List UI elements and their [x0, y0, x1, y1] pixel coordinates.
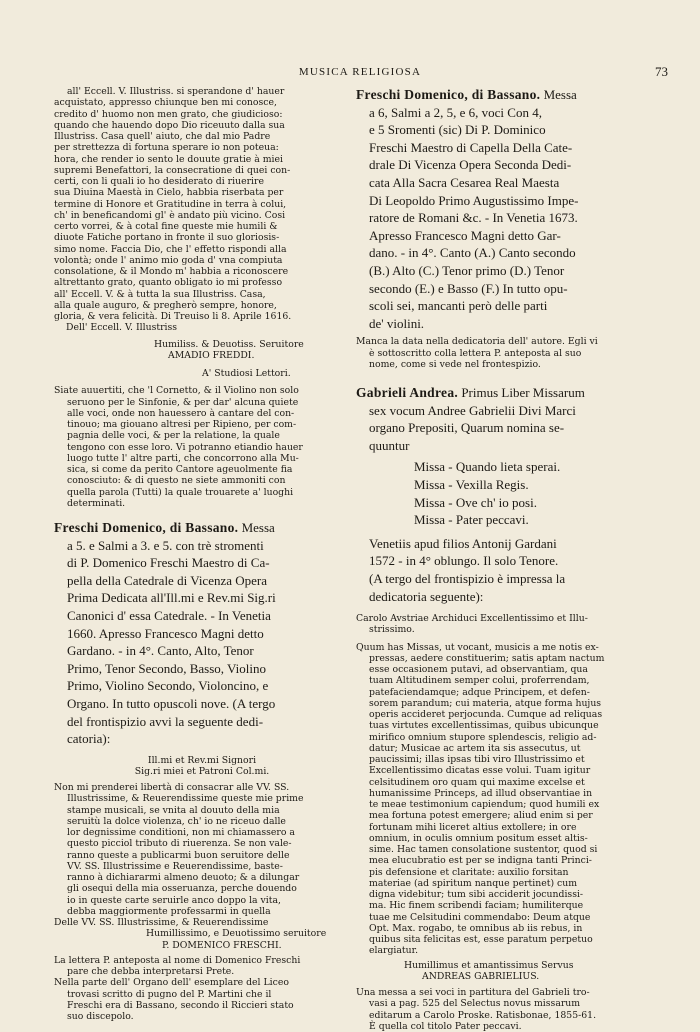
- text-line: tengono con esse loro. Vi potranno etiandio hauer: [67, 441, 303, 453]
- text-line: pis defensione et claritate: auxilio forsitan: [369, 866, 569, 878]
- text-line: quando che hauendo dopo Dio riceuuto dalla sua: [54, 119, 285, 131]
- text-line: quibus sita felicitas est, esse paratum perpetuo: [369, 934, 593, 946]
- text-line: alla quale auguro, & pregherò sempre, honore,: [54, 299, 277, 311]
- text-line: Canonici d' essa Catedrale. - In Venetia: [67, 607, 271, 623]
- mass-list: [356, 458, 646, 528]
- text-line: diuote Fatiche portano in fronte il suo gloriosis-: [54, 232, 280, 244]
- running-title: MUSICA RELIGIOSA: [298, 66, 422, 78]
- text-line: volontà; onde l' animo mio goda d' vna compiuta: [54, 254, 283, 266]
- text-line: a 6, Salmi a 2, 5, e 6, voci Con 4,: [369, 104, 542, 120]
- text-line: ch' in beneficandomi gl' è andato più vicino. Cosi: [54, 209, 286, 221]
- entry-body: [54, 537, 350, 748]
- dedication-gabrieli: [356, 613, 646, 1032]
- text-line: ranno queste a publicarmi buon seruitore delle: [67, 849, 290, 861]
- text-line: seruitù la dolce violenza, ch' io ne riceuo dalle: [67, 815, 286, 827]
- text-line: hora, che render io sento le douute gratie à miei: [54, 153, 284, 165]
- dedication-continuation: [54, 86, 350, 509]
- closing-line: Dell' Eccell. V. Illustriss: [66, 322, 178, 334]
- signature-name: AMADIO FREDDI.: [168, 349, 255, 361]
- text-line: catoria):: [67, 731, 111, 747]
- text-line: fortunam mihi liceret altius extollere; in ore: [369, 821, 577, 833]
- text-line: simo nome. Faccia Dio, che l' effetto rispondi alla: [54, 243, 287, 255]
- text-line: datur; Musicae ac artem ita sis assecutus, ut: [369, 742, 581, 754]
- text-line: suo discepolo.: [67, 1011, 134, 1023]
- text-line: sua Diuina Maestà in Cielo, habbia riserbata per: [54, 187, 284, 199]
- text-line: paucissimi; illas ipsas tibi viro Illustrissimo et: [369, 754, 585, 766]
- left-column: [54, 86, 350, 1022]
- page-header: [40, 66, 680, 82]
- list-item: Missa - Ove ch' io posi.: [414, 494, 537, 510]
- text-line: pare che debba interpretarsi Prete.: [67, 966, 235, 978]
- text-line: sica, si come da perito Cantore ageuolmente fia: [67, 464, 293, 475]
- text-line: mea elucubratio est per se indigna tanti Princi-: [369, 855, 592, 867]
- list-item: Missa - Vexilla Regis.: [414, 477, 529, 493]
- text-line: tuas virtutes excellentissimas, quibus ubicunque: [369, 720, 599, 732]
- text-line: vasi a pag. 525 del Selectus novus missarum: [369, 998, 581, 1010]
- list-item: Missa - Quando lieta sperai.: [414, 459, 561, 475]
- entry-heading: Freschi Domenico, di Bassano.: [356, 87, 541, 102]
- text-line: VV. SS. Illustrissime e Reuerendissime, baste-: [67, 860, 283, 872]
- text-line: patefaciendamque; adque Principem, et defen-: [369, 686, 590, 698]
- text-line: Messa: [241, 520, 275, 535]
- text-line: gloria, & vera felicità. Di Treuiso li 8. Aprile 1616.: [54, 311, 292, 322]
- text-line: certi, con li quali io ho desiderato di riuerire: [54, 176, 264, 187]
- text-line: nome, come si vede nel frontespizio.: [369, 358, 541, 370]
- text-line: certo vorrei, & à cotal fine queste mie humili &: [54, 221, 278, 232]
- text-line: io in queste carte seruirle anco doppo la vita,: [67, 894, 282, 906]
- text-line: e 5 Sromenti (sic) Di P. Dominico: [369, 122, 546, 138]
- text-line: mirifico omnium stupore splendescis, religio ad-: [369, 731, 597, 743]
- text-line: per strettezza di fortuna sperare io non poteua:: [54, 142, 279, 154]
- text-line: È quella col titolo Pater peccavi.: [369, 1020, 522, 1032]
- text-line: alle voci, onde non hauessero à cantare del con-: [67, 407, 295, 419]
- readers-notice: [54, 385, 350, 396]
- text-line: (A tergo del frontispizio è impressa la: [369, 571, 566, 586]
- text-line: Organo. In tutto opuscoli nove. (A tergo: [67, 695, 276, 711]
- address-line: Sig.ri miei et Patroni Col.mi.: [134, 765, 270, 777]
- text-line: conosciuto: & di questo ne siete ammoniti con: [67, 475, 286, 487]
- entry-imprint: [356, 535, 646, 605]
- text-line: Non mi prenderei libertà di consacrar alle VV. SS.: [54, 782, 290, 794]
- entry-body: [356, 402, 646, 455]
- text-line: organo Prepositi, Quarum nomina se-: [369, 420, 565, 436]
- text-line: Messa: [543, 87, 577, 102]
- text-line: Apresso Francesco Magni detto Gar-: [369, 227, 561, 243]
- text-line: all' Eccell. V. Illustriss. si sperandone d' hauer: [67, 86, 285, 97]
- text-line: tinouo; ma giouano altresi per Ripieno, per com-: [67, 419, 297, 430]
- text-line: pressas, aedere constituerim; satis aptam nactum: [369, 652, 605, 664]
- text-line: digna videbitur; tum sibi acciderit jocundissi-: [369, 889, 584, 901]
- text-line: humanissime Princeps, ad illud observantiae in: [369, 787, 593, 799]
- text-line: Siate auuertiti, che 'l Cornetto, & il Violino non solo: [54, 385, 299, 397]
- text-line: Quum has Missas, ut vocant, musicis a me notis ex-: [356, 641, 599, 653]
- text-line: seruono per le Sinfonie, & per dar' alcuna quiete: [67, 396, 299, 408]
- text-line: celsitudinem oro quam qui maxime excelse et: [369, 776, 585, 788]
- text-line: Venetiis apud filios Antonij Gardani: [369, 535, 557, 551]
- text-line: stampe musicali, se vnita al douuto della mia: [67, 804, 280, 816]
- address-line: strissimo.: [369, 624, 415, 636]
- text-line: cata Alla Sacra Cesarea Real Maesta: [369, 174, 560, 190]
- catalog-entry-gabrieli: [356, 384, 646, 605]
- text-line: tuam Altitudinem semper colui, proferrendam,: [369, 675, 590, 687]
- address-line: Carolo Avstriae Archiduci Excellentissimo et Illu-: [356, 613, 588, 625]
- text-line: del frontispizio avvi la seguente dedi-: [67, 713, 264, 729]
- text-line: Una messa a sei voci in partitura del Gabrieli tro-: [356, 987, 590, 999]
- text-line: materiae (ad spiritum nanque pertinet) cum: [369, 877, 578, 889]
- text-line: ratore de Romani &c. - In Venetia 1673.: [369, 210, 578, 226]
- text-line: termine di Honore et Gratitudine in terra à colui,: [54, 198, 287, 210]
- text-line: determinati.: [67, 497, 126, 509]
- signature-name: ANDREAS GABRIELIUS.: [422, 970, 540, 982]
- text-line: Primo, Tenor Secondo, Basso, Violino: [67, 660, 266, 676]
- editor-note: [356, 987, 646, 1032]
- editor-note: [54, 955, 350, 1023]
- text-line: mea fortuna potest emergere; aliud enim si per: [369, 810, 593, 822]
- text-line: Illustrissime, & Reuerendissime queste mie prime: [67, 793, 304, 805]
- text-line: esse occasionem putavi, ad observantiam, qua: [369, 664, 588, 676]
- text-line: sex vocum Andree Gabrielii Divi Marci: [369, 402, 576, 418]
- editor-note: [356, 336, 646, 370]
- text-line: (B.) Alto (C.) Tenor primo (D.) Tenor: [369, 262, 565, 278]
- text-line: editarum a Carolo Proske. Ratisbonae, 1855-61.: [369, 1009, 597, 1021]
- address-line: Ill.mi et Rev.mi Signori: [147, 754, 257, 766]
- signature-line: Humillimus et amantissimus Servus: [404, 959, 574, 971]
- text-line: altrettanto grato, quanto obligato io mi professo: [54, 277, 283, 289]
- dedication-freschi: [54, 755, 350, 1023]
- text-line: Illustriss. Casa quell' aiuto, che dal mio Padre: [54, 131, 271, 142]
- text-line: credito d' huomo non men grato, che giudicioso:: [54, 108, 283, 120]
- dedication-body: [356, 653, 646, 957]
- text-line: di P. Domenico Freschi Maestro di Ca-: [67, 555, 270, 571]
- dedication-body: [54, 793, 350, 917]
- text-line: dano. - in 4°. Canto (A.) Canto secondo: [369, 245, 576, 261]
- readers-notice-body: [54, 397, 350, 510]
- text-line: tuae me Celsitudini commendabo: Deum atque: [369, 911, 591, 923]
- text-line: all' Eccell. V. & à tutta la sua Illustriss. Casa,: [54, 288, 266, 300]
- text-line: ranno à dichiararmi almeno deuoto; & a dilungar: [67, 872, 300, 884]
- text-line: secondo (E.) e Basso (F.) In tutto opu-: [369, 280, 568, 296]
- catalog-entry-freschi-1660: [54, 519, 350, 748]
- text-line: drale Di Vicenza Opera Seconda Dedi-: [369, 157, 572, 173]
- text-line: quella parola (Tutti) la quale trouarete a' luoghi: [67, 486, 294, 498]
- closing-line: Delle VV. SS. Illustrissime, & Reuerendissime: [54, 917, 269, 929]
- text-line: questo picciol tributo di riuerenza. Se non vale-: [67, 838, 292, 850]
- text-line: sorem parandum; cui materia, atque forma hujus: [369, 697, 602, 709]
- text-line: elargiatur.: [369, 945, 419, 957]
- right-column: [356, 86, 646, 1032]
- text-line: ma. Hic finem scribendi faciam; humiliterque: [369, 900, 584, 912]
- entry-heading: Gabrieli Andrea.: [356, 385, 459, 401]
- text-line: te meae testimonium capiendum; quod humili ex: [369, 799, 600, 811]
- text-line: operis accideret perjocunda. Cumque ad reliquas: [369, 709, 603, 721]
- text-line: supremi Benefattori, la consecratione di quei con-: [54, 164, 291, 176]
- text-line: dedicatoria seguente):: [369, 588, 484, 604]
- text-line: pagnia delle voci, & per la relatione, la quale: [67, 430, 280, 442]
- page-number: 73: [655, 64, 668, 79]
- text-line: a 5. e Salmi a 3. e 5. con trè stromenti: [67, 537, 264, 553]
- text-line: pella della Catedrale di Vicenza Opera: [67, 572, 268, 588]
- text-line: Nella parte dell' Organo dell' esemplare del Liceo: [54, 977, 289, 989]
- text-line: debba maggiormente professarmi in quella: [67, 905, 271, 917]
- text-line: quuntur: [369, 437, 410, 453]
- text-line: La lettera P. anteposta al nome di Domenico Freschi: [54, 954, 301, 966]
- text-line: luogo tutte l' altre parti, che concorrono alla Mu-: [67, 452, 299, 464]
- text-line: lor degnissime conditioni, non mi chiamassero a: [67, 827, 295, 839]
- text-line: è sottoscritto colla lettera P. anteposta al suo: [369, 347, 582, 359]
- text-line: Freschi Maestro di Capella Della Cate-: [369, 139, 573, 155]
- text-line: Gardano. - in 4°. Canto, Alto, Tenor: [67, 643, 254, 659]
- signature-line: Humillissimo, e Deuotissimo seruitore: [146, 928, 327, 940]
- text-line: Manca la data nella dedicatoria dell' autore. Egli vi: [356, 336, 598, 348]
- text-line: trovasi scritto di pugno del P. Martini che il: [67, 988, 272, 1000]
- text-line: consolatione, & il Mondo m' habbia a riconoscere: [54, 266, 289, 277]
- text-line: acquistato, appresso chiunque ben mi conosce,: [54, 97, 277, 109]
- text-line: Opt. Max. rogabo, te omnibus ab iis rebus, in: [369, 922, 583, 934]
- signature-name: P. DOMENICO FRESCHI.: [162, 939, 282, 951]
- catalog-entry-freschi-1673: [356, 86, 646, 332]
- text-line: omnium, in oculis omnium positum esset altis-: [369, 832, 588, 844]
- list-item: Missa - Pater peccavi.: [414, 512, 529, 528]
- text-line: Excellentissimo dicatas esse volui. Tuam igitur: [369, 765, 591, 777]
- text-line: Primo, Violino Secondo, Violoncino, e: [67, 678, 269, 694]
- entry-body: [356, 104, 646, 333]
- signature-line: Humiliss. & Deuotiss. Seruitore: [154, 338, 304, 350]
- readers-heading: A' Studiosi Lettori.: [202, 368, 291, 379]
- text-line: Primus Liber Missarum: [461, 385, 585, 401]
- text-line: sime. Hac tamen consolatione sustentor, quod si: [369, 844, 598, 856]
- text-line: scoli sei, mancanti però delle parti: [369, 298, 548, 314]
- text-line: gli osequi della mia osseruanza, perche douendo: [67, 883, 297, 895]
- text-line: 1660. Apresso Francesco Magni detto: [67, 625, 264, 641]
- text-line: de' violini.: [369, 315, 425, 331]
- text-line: Prima Dedicata all'Ill.mi e Rev.mi Sig.ri: [67, 590, 276, 606]
- text-line: 1572 - in 4° oblungo. Il solo Tenore.: [369, 553, 559, 569]
- text-line: Freschi era di Bassano, secondo il Riccieri stato: [67, 999, 294, 1011]
- text-line: Di Leopoldo Primo Augustissimo Impe-: [369, 192, 579, 208]
- entry-heading: Freschi Domenico, di Bassano.: [54, 520, 239, 535]
